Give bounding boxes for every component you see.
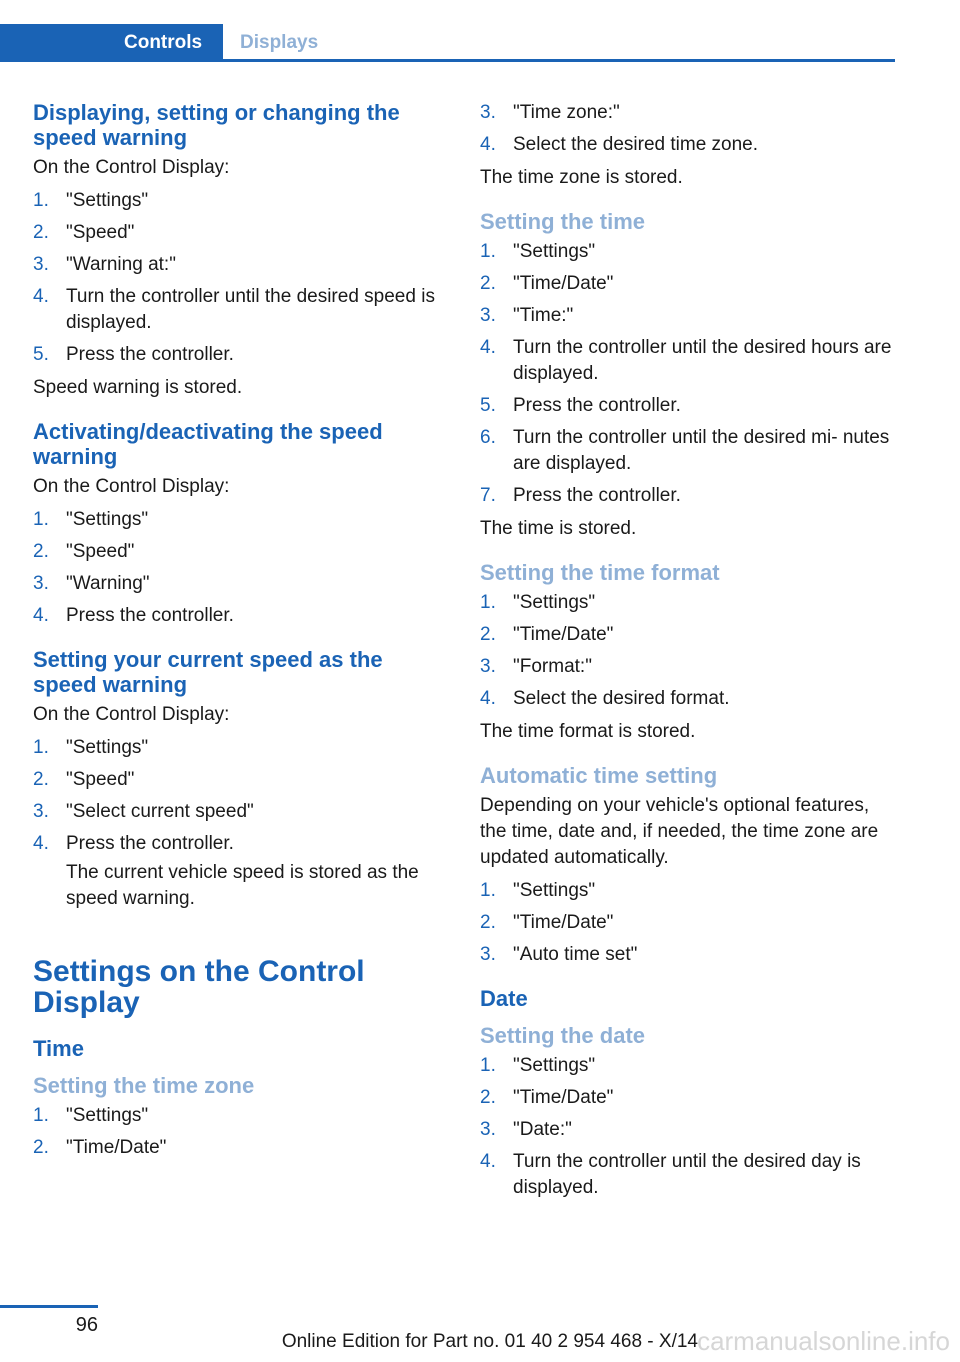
tab-controls[interactable]: Controls xyxy=(0,24,223,62)
list-item: 2. "Speed" xyxy=(33,222,135,243)
list-item: 4. Turn the controller until the desired hours are displayed. xyxy=(480,337,892,384)
list-item: 3. "Warning at:" xyxy=(33,254,176,275)
section-title: Setting the time format xyxy=(480,560,720,585)
intro-text: On the Control Display: xyxy=(33,704,230,725)
step-list xyxy=(480,239,892,509)
list-item: 1. "Settings" xyxy=(33,1105,149,1126)
list-item: 1. "Settings" xyxy=(480,241,596,262)
list-item: 4. Press the controller. xyxy=(33,833,234,854)
left-column xyxy=(33,100,445,1168)
result-text: The time format is stored. xyxy=(480,721,696,742)
step-note: The current vehicle speed is stored as the speed warning. xyxy=(66,862,419,909)
list-item: 3. "Date:" xyxy=(480,1119,572,1140)
step-list xyxy=(33,1103,445,1161)
list-item: 3. "Select current speed" xyxy=(33,801,254,822)
section-title: Displaying, setting or changing the speed warning xyxy=(33,100,400,150)
intro-text: Depending on your vehicle's optional features, the time, date and, if needed, the time zone are updated automatically. xyxy=(480,795,879,868)
chapter-title: Settings on the Control Display xyxy=(33,955,365,1019)
list-item: 5. Press the controller. xyxy=(33,344,234,365)
list-item: 3. "Warning" xyxy=(33,573,150,594)
list-item: 1. "Settings" xyxy=(480,1055,596,1076)
list-item: 1. "Settings" xyxy=(33,190,149,211)
list-item: 2. "Time/Date" xyxy=(480,1087,614,1108)
page-number: 96 xyxy=(75,1314,98,1336)
right-column xyxy=(480,100,892,1208)
list-item: 2. "Time/Date" xyxy=(480,273,614,294)
subchapter-title: Date xyxy=(480,986,528,1011)
subchapter-title: Time xyxy=(33,1036,84,1061)
list-item: 2. "Time/Date" xyxy=(480,624,614,645)
intro-text: On the Control Display: xyxy=(33,476,230,497)
list-item: 2. "Time/Date" xyxy=(33,1137,167,1158)
section-title: Setting your current speed as the speed warning xyxy=(33,647,383,697)
section-title: Setting the date xyxy=(480,1023,646,1048)
result-text: The time is stored. xyxy=(480,518,637,539)
section-title: Setting the time zone xyxy=(33,1073,255,1098)
list-item: 4. Press the controller. xyxy=(33,605,234,626)
result-text: Speed warning is stored. xyxy=(33,377,243,398)
list-item: 2. "Time/Date" xyxy=(480,912,614,933)
list-item: 4. Select the desired format. xyxy=(480,688,730,709)
step-list xyxy=(33,735,445,857)
list-item: 2. "Speed" xyxy=(33,769,135,790)
list-item: 1. "Settings" xyxy=(480,880,596,901)
list-item: 1. "Settings" xyxy=(33,509,149,530)
list-item: 3. "Format:" xyxy=(480,656,592,677)
section-title: Activating/deactivating the speed warning xyxy=(33,419,383,469)
tab-displays[interactable]: Displays xyxy=(240,32,319,53)
list-item: 4. Select the desired time zone. xyxy=(480,134,759,155)
step-list xyxy=(33,507,445,629)
list-item: 3. "Auto time set" xyxy=(480,944,638,965)
list-item: 1. "Settings" xyxy=(33,737,149,758)
list-item: 2. "Speed" xyxy=(33,541,135,562)
list-item: 3. "Time zone:" xyxy=(480,102,620,123)
step-list xyxy=(480,100,892,158)
step-list xyxy=(480,878,892,968)
list-item: 5. Press the controller. xyxy=(480,395,681,416)
list-item: 3. "Time:" xyxy=(480,305,574,326)
list-item: 6. Turn the controller until the desired mi‐ nutes are displayed. xyxy=(480,427,890,474)
step-list xyxy=(480,1053,892,1201)
section-title: Automatic time setting xyxy=(480,763,718,788)
list-item: 4. Turn the controller until the desired day is displayed. xyxy=(480,1151,861,1198)
list-item: 7. Press the controller. xyxy=(480,485,681,506)
list-item: 1. "Settings" xyxy=(480,592,596,613)
list-item: 4. Turn the controller until the desired speed is displayed. xyxy=(33,286,435,333)
result-text: The time zone is stored. xyxy=(480,167,683,188)
footer-rule xyxy=(0,1305,98,1308)
step-list xyxy=(480,590,892,712)
edition-text: Online Edition for Part no. 01 40 2 954 468 - X/14 xyxy=(281,1331,698,1352)
watermark: carmanualsonline.info xyxy=(697,1326,950,1356)
intro-text: On the Control Display: xyxy=(33,157,230,178)
step-list xyxy=(33,188,445,368)
section-title: Setting the time xyxy=(480,209,646,234)
